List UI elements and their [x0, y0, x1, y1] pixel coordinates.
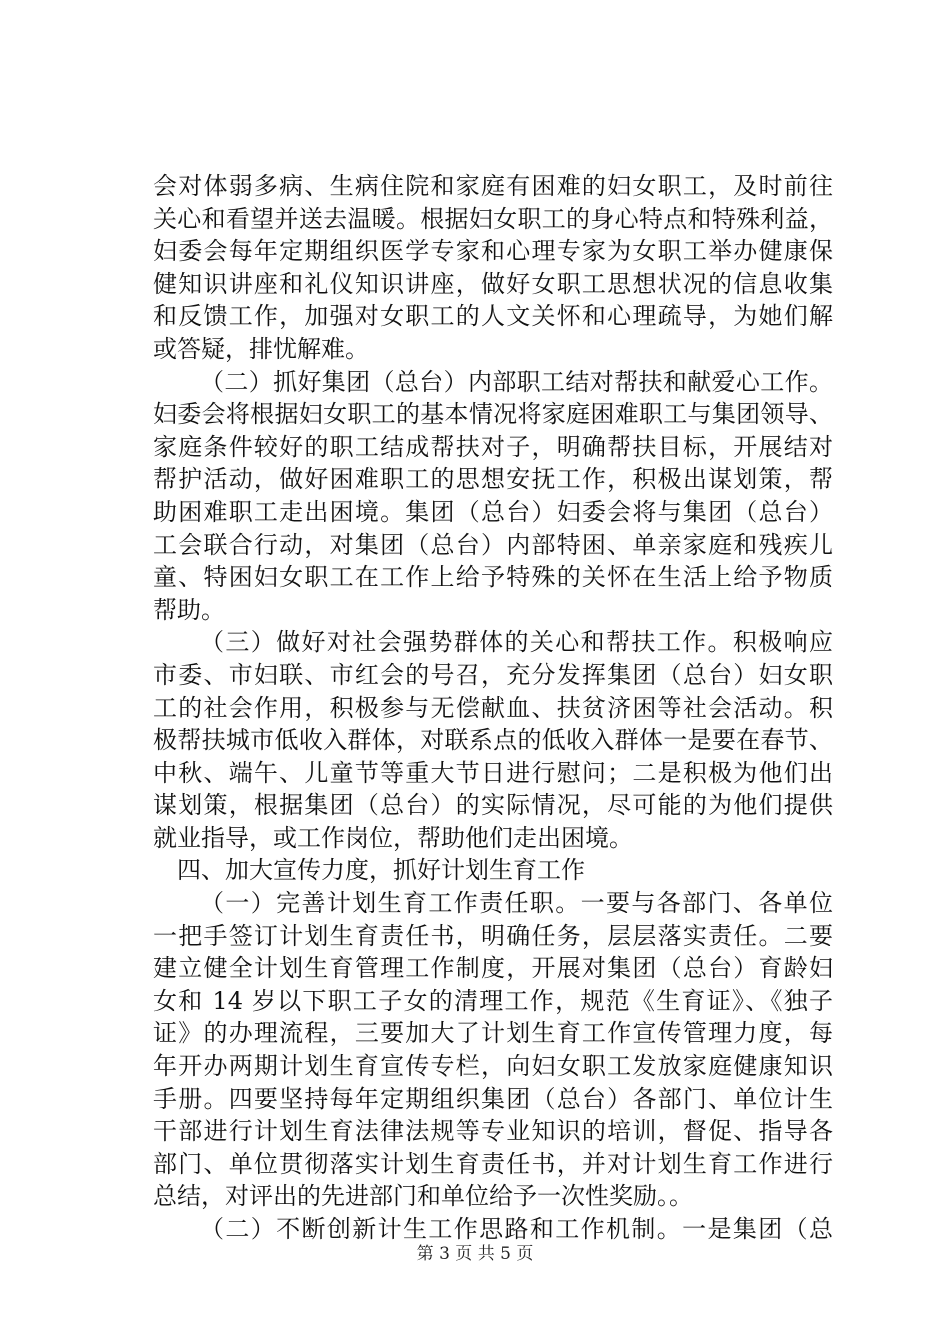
text-line: 建立健全计划生育管理工作制度，开展对集团（总台）育龄妇 [153, 954, 833, 983]
text-line: 工会联合行动，对集团（总台）内部特困、单亲家庭和残疾儿 [153, 530, 833, 559]
text-line: 妇委会每年定期组织医学专家和心理专家为女职工举办健康保 [153, 237, 833, 266]
text-line: 助困难职工走出困境。集团（总台）妇委会将与集团（总台） [153, 497, 833, 526]
paragraph-start-line: （二）抓好集团（总台）内部职工结对帮扶和献爱心工作。 [200, 367, 833, 396]
text-line: 一把手签订计划生育责任书，明确任务，层层落实责任。二要 [153, 921, 833, 950]
text-line: 帮助。 [153, 595, 225, 624]
text-line: 年开办两期计划生育宣传专栏，向妇女职工发放家庭健康知识 [153, 1052, 833, 1081]
document-body [153, 170, 833, 1246]
section-heading: 四、加大宣传力度，抓好计划生育工作 [177, 856, 585, 885]
paragraph-start-line: （一）完善计划生育工作责任职。一要与各部门、各单位 [200, 889, 833, 918]
text-line: 帮护活动，做好困难职工的思想安抚工作，积极出谋划策，帮 [153, 465, 833, 494]
text-line: 总结，对评出的先进部门和单位给予一次性奖励。。 [153, 1182, 693, 1211]
text-line: 谋划策，根据集团（总台）的实际情况，尽可能的为他们提供 [153, 791, 833, 820]
text-line: 部门、单位贯彻落实计划生育责任书，并对计划生育工作进行 [153, 1149, 833, 1178]
text-line: 或答疑，排忧解难。 [153, 334, 369, 363]
text-line: 证》的办理流程，三要加大了计划生育工作宣传管理力度，每 [153, 1019, 833, 1048]
text-line: 工的社会作用，积极参与无偿献血、扶贫济困等社会活动。积 [153, 693, 833, 722]
text-line: 干部进行计划生育法律法规等专业知识的培训，督促、指导各 [153, 1117, 833, 1146]
text-line: 关心和看望并送去温暖。根据妇女职工的身心特点和特殊利益， [153, 204, 833, 233]
text-line: 就业指导，或工作岗位，帮助他们走出困境。 [153, 823, 633, 852]
text-line: 童、特困妇女职工在工作上给予特殊的关怀在生活上给予物质 [153, 563, 833, 592]
text-line: 会对体弱多病、生病住院和家庭有困难的妇女职工，及时前往 [153, 172, 833, 200]
text-line: 手册。四要坚持每年定期组织集团（总台）各部门、单位计生 [153, 1084, 833, 1113]
text-line: 中秋、端午、儿童节等重大节日进行慰问；二是积极为他们出 [153, 758, 833, 787]
paragraph-start-line: （二）不断创新计生工作思路和工作机制。一是集团（总 [200, 1215, 833, 1243]
text-line: 健知识讲座和礼仪知识讲座，做好女职工思想状况的信息收集 [153, 269, 833, 298]
text-line: 家庭条件较好的职工结成帮扶对子，明确帮扶目标，开展结对 [153, 432, 833, 461]
text-line: 极帮扶城市低收入群体，对联系点的低收入群体一是要在春节、 [153, 726, 833, 755]
page-number-footer: 第 3 页 共 5 页 [416, 1244, 534, 1264]
text-line: 女和 14 岁以下职工子女的清理工作，规范《生育证》、《独子 [153, 986, 833, 1015]
paragraph-start-line: （三）做好对社会强势群体的关心和帮扶工作。积极响应 [200, 628, 833, 657]
text-line: 妇委会将根据妇女职工的基本情况将家庭困难职工与集团领导、 [153, 400, 833, 429]
text-line: 市委、市妇联、市红会的号召，充分发挥集团（总台）妇女职 [153, 660, 833, 689]
text-line: 和反馈工作，加强对女职工的人文关怀和心理疏导，为她们解 [153, 302, 833, 331]
